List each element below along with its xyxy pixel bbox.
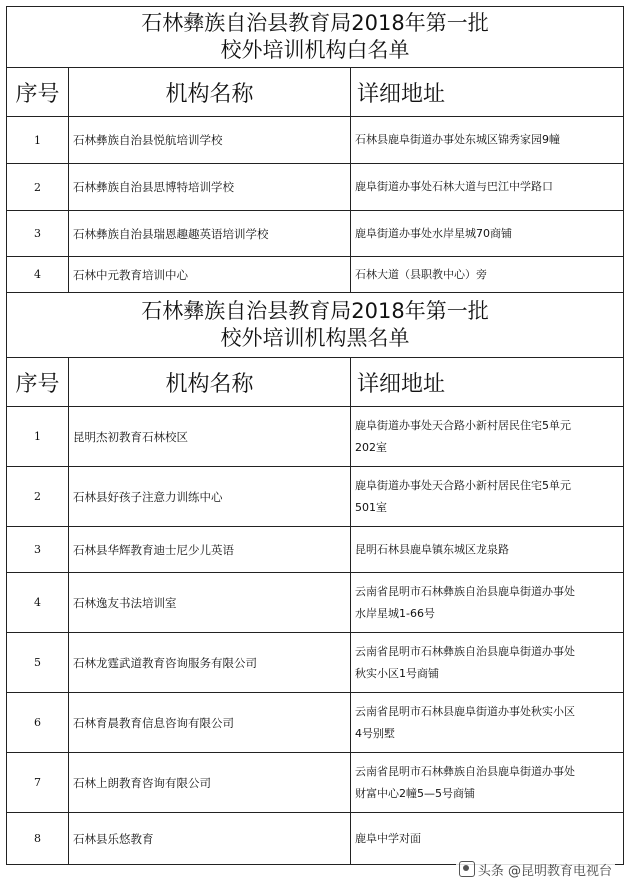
black-title-line1: 石林彝族自治县教育局2018年第一批 [141,299,489,323]
address-line: 财富中心2幢5—5号商铺 [355,786,475,800]
header-no: 序号 [7,358,69,407]
institution-address [351,813,624,865]
institution-address [351,693,624,753]
table-row [7,407,624,467]
black-list-body [7,407,624,865]
institution-address [351,573,624,633]
table-row [7,117,624,164]
address-line: 鹿阜街道办事处天合路小新村居民住宅5单元 [355,478,571,492]
address-line: 鹿阜街道办事处水岸星城70商铺 [355,226,512,240]
table-row [7,753,624,813]
institution-address [351,257,624,293]
address-line: 云南省昆明市石林彝族自治县鹿阜街道办事处 [355,584,575,598]
institution-name: 石林上朗教育咨询有限公司 [69,753,351,813]
row-number: 1 [7,407,69,467]
document-sheet [6,6,623,865]
address-line: 鹿阜中学对面 [355,831,421,845]
black-title-line2: 校外培训机构黑名单 [220,326,410,350]
row-number: 4 [7,573,69,633]
row-number: 6 [7,693,69,753]
white-list-table [6,6,624,293]
table-row [7,211,624,257]
address-line: 云南省昆明市石林彝族自治县鹿阜街道办事处 [355,764,575,778]
address-line: 昆明石林县鹿阜镇东城区龙泉路 [355,542,509,556]
table-row [7,693,624,753]
toutiao-icon [459,861,475,877]
row-number: 3 [7,527,69,573]
address-line: 云南省昆明市石林县鹿阜街道办事处秋实小区 [355,704,575,718]
white-list-title [7,7,624,68]
table-row [7,527,624,573]
institution-name: 石林逸友书法培训室 [69,573,351,633]
row-number: 3 [7,211,69,257]
header-name: 机构名称 [69,68,351,117]
table-row [7,164,624,211]
header-no: 序号 [7,68,69,117]
institution-name: 石林中元教育培训中心 [69,257,351,293]
white-title-line1: 石林彝族自治县教育局2018年第一批 [141,11,489,35]
address-line: 202室 [355,440,387,454]
institution-address [351,407,624,467]
institution-name: 石林县乐悠教育 [69,813,351,865]
institution-address [351,753,624,813]
white-header-row [7,68,624,117]
institution-name: 石林彝族自治县悦航培训学校 [69,117,351,164]
institution-address [351,211,624,257]
address-line: 石林县鹿阜街道办事处东城区锦秀家园9幢 [355,133,560,146]
institution-address [351,467,624,527]
watermark-text: 头条 @昆明教育电视台 [477,864,612,879]
watermark [456,859,615,880]
institution-address [351,527,624,573]
address-line: 4号别墅 [355,726,395,740]
table-row [7,813,624,865]
row-number: 7 [7,753,69,813]
institution-address [351,633,624,693]
institution-name: 石林龙霆武道教育咨询服务有限公司 [69,633,351,693]
black-header-row [7,358,624,407]
institution-address [351,164,624,211]
address-line: 石林大道（县职教中心）旁 [355,267,487,281]
table-row [7,257,624,293]
row-number: 4 [7,257,69,293]
white-list-body [7,117,624,293]
institution-name: 石林县好孩子注意力训练中心 [69,467,351,527]
address-line: 云南省昆明市石林彝族自治县鹿阜街道办事处 [355,644,575,658]
address-line: 501室 [355,500,387,514]
header-name: 机构名称 [69,358,351,407]
row-number: 2 [7,164,69,211]
white-title-line2: 校外培训机构白名单 [220,38,410,62]
institution-name: 石林彝族自治县思博特培训学校 [69,164,351,211]
address-line: 鹿阜街道办事处石林大道与巴江中学路口 [355,180,553,193]
row-number: 2 [7,467,69,527]
table-row [7,573,624,633]
row-number: 1 [7,117,69,164]
institution-name: 石林彝族自治县瑞恩趣趣英语培训学校 [69,211,351,257]
institution-name: 石林育晨教育信息咨询有限公司 [69,693,351,753]
table-row [7,467,624,527]
row-number: 8 [7,813,69,865]
black-list-title [7,293,624,358]
black-list-table [6,292,624,865]
header-address: 详细地址 [351,68,624,117]
institution-name: 昆明杰初教育石林校区 [69,407,351,467]
row-number: 5 [7,633,69,693]
address-line: 水岸星城1-66号 [355,606,435,620]
institution-name: 石林县华辉教育迪士尼少儿英语 [69,527,351,573]
table-row [7,633,624,693]
header-address: 详细地址 [351,358,624,407]
address-line: 鹿阜街道办事处天合路小新村居民住宅5单元 [355,418,571,432]
address-line: 秋实小区1号商铺 [355,666,439,680]
institution-address [351,117,624,164]
